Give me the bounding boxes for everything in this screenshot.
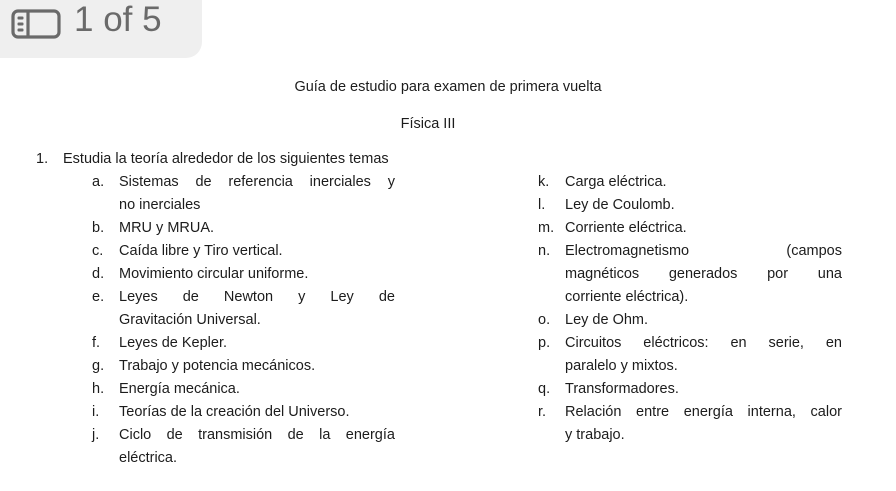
word: de bbox=[195, 174, 212, 190]
word: por bbox=[767, 266, 789, 282]
list-marker: k. bbox=[538, 174, 550, 190]
word: Ley bbox=[330, 289, 354, 305]
list-item-text bbox=[565, 403, 842, 421]
list-item-text: eléctrica. bbox=[119, 450, 178, 466]
list-item-text: Teorías de la creación del Universo. bbox=[119, 404, 350, 420]
word: calor bbox=[810, 404, 842, 420]
list-marker: d. bbox=[92, 266, 105, 282]
section-heading: Estudia la teoría alrededor de los siguientes temas bbox=[63, 151, 389, 167]
document-subtitle: Física III bbox=[400, 116, 456, 132]
list-item-text: Energía mecánica. bbox=[119, 381, 240, 397]
list-item-text: Caída libre y Tiro vertical. bbox=[119, 243, 283, 259]
list-item-text bbox=[119, 173, 395, 191]
word: en bbox=[730, 335, 747, 351]
word: transmisión bbox=[198, 427, 273, 443]
word: Leyes bbox=[119, 289, 158, 305]
word: en bbox=[825, 335, 842, 351]
list-marker: q. bbox=[538, 381, 551, 397]
document-panel-icon bbox=[11, 9, 61, 39]
list-item-text: Leyes de Kepler. bbox=[119, 335, 228, 351]
word: de bbox=[287, 427, 304, 443]
word: y bbox=[387, 174, 395, 190]
word: Circuitos bbox=[565, 335, 622, 351]
word: referencia bbox=[228, 174, 293, 190]
list-marker: j. bbox=[92, 427, 100, 443]
list-item-text: Ley de Coulomb. bbox=[565, 197, 675, 213]
list-item-text: y trabajo. bbox=[565, 427, 625, 443]
word: Newton bbox=[223, 289, 274, 305]
word: de bbox=[182, 289, 199, 305]
word: energía bbox=[345, 427, 395, 443]
list-item-text: Trabajo y potencia mecánicos. bbox=[119, 358, 316, 374]
word: energía bbox=[683, 404, 733, 420]
word: Sistemas bbox=[119, 174, 179, 190]
word: eléctricos: bbox=[643, 335, 709, 351]
word: inerciales bbox=[309, 174, 371, 190]
document-title: Guía de estudio para examen de primera vuelta bbox=[294, 79, 602, 95]
word: una bbox=[817, 266, 842, 282]
list-item-text: Movimiento circular uniforme. bbox=[119, 266, 309, 282]
list-item-text: Transformadores. bbox=[565, 381, 679, 397]
list-item-text bbox=[565, 334, 842, 352]
word: generados bbox=[668, 266, 738, 282]
word: Electromagnetismo bbox=[565, 243, 690, 259]
list-marker: i. bbox=[92, 404, 100, 420]
list-item-text: corriente eléctrica). bbox=[565, 289, 689, 305]
page-count-label: 1 of 5 bbox=[74, 0, 162, 39]
list-marker: r. bbox=[538, 404, 547, 420]
word: interna, bbox=[747, 404, 796, 420]
list-item-text: paralelo y mixtos. bbox=[565, 358, 678, 374]
list-marker: c. bbox=[92, 243, 104, 259]
list-marker: h. bbox=[92, 381, 105, 397]
page-indicator[interactable] bbox=[0, 0, 202, 58]
list-item-text: Carga eléctrica. bbox=[565, 174, 667, 190]
word: de bbox=[378, 289, 395, 305]
list-marker: b. bbox=[92, 220, 105, 236]
word: de bbox=[166, 427, 183, 443]
word: magnéticos bbox=[565, 266, 640, 282]
word: Relación bbox=[565, 404, 622, 420]
list-item-text bbox=[565, 242, 842, 260]
word: (campos bbox=[786, 243, 842, 259]
list-item-text: Corriente eléctrica. bbox=[565, 220, 687, 236]
list-item-text: Gravitación Universal. bbox=[119, 312, 261, 328]
list-item-text: no inerciales bbox=[119, 197, 201, 213]
list-item-text bbox=[119, 426, 395, 444]
word: la bbox=[319, 427, 331, 443]
list-marker: g. bbox=[92, 358, 105, 374]
list-marker: a. bbox=[92, 174, 105, 190]
list-marker: o. bbox=[538, 312, 551, 328]
list-marker: e. bbox=[92, 289, 105, 305]
list-item-text bbox=[565, 265, 842, 283]
word: serie, bbox=[768, 335, 804, 351]
list-item-text: MRU y MRUA. bbox=[119, 220, 215, 236]
list-item-text: Ley de Ohm. bbox=[565, 312, 649, 328]
word: y bbox=[298, 289, 306, 305]
word: Ciclo bbox=[119, 427, 152, 443]
section-number: 1. bbox=[36, 151, 49, 167]
list-marker: m. bbox=[538, 220, 555, 236]
list-marker: l. bbox=[538, 197, 546, 213]
list-marker: f. bbox=[92, 335, 101, 351]
list-item-text bbox=[119, 288, 395, 306]
list-marker: p. bbox=[538, 335, 551, 351]
word: entre bbox=[636, 404, 670, 420]
list-marker: n. bbox=[538, 243, 551, 259]
